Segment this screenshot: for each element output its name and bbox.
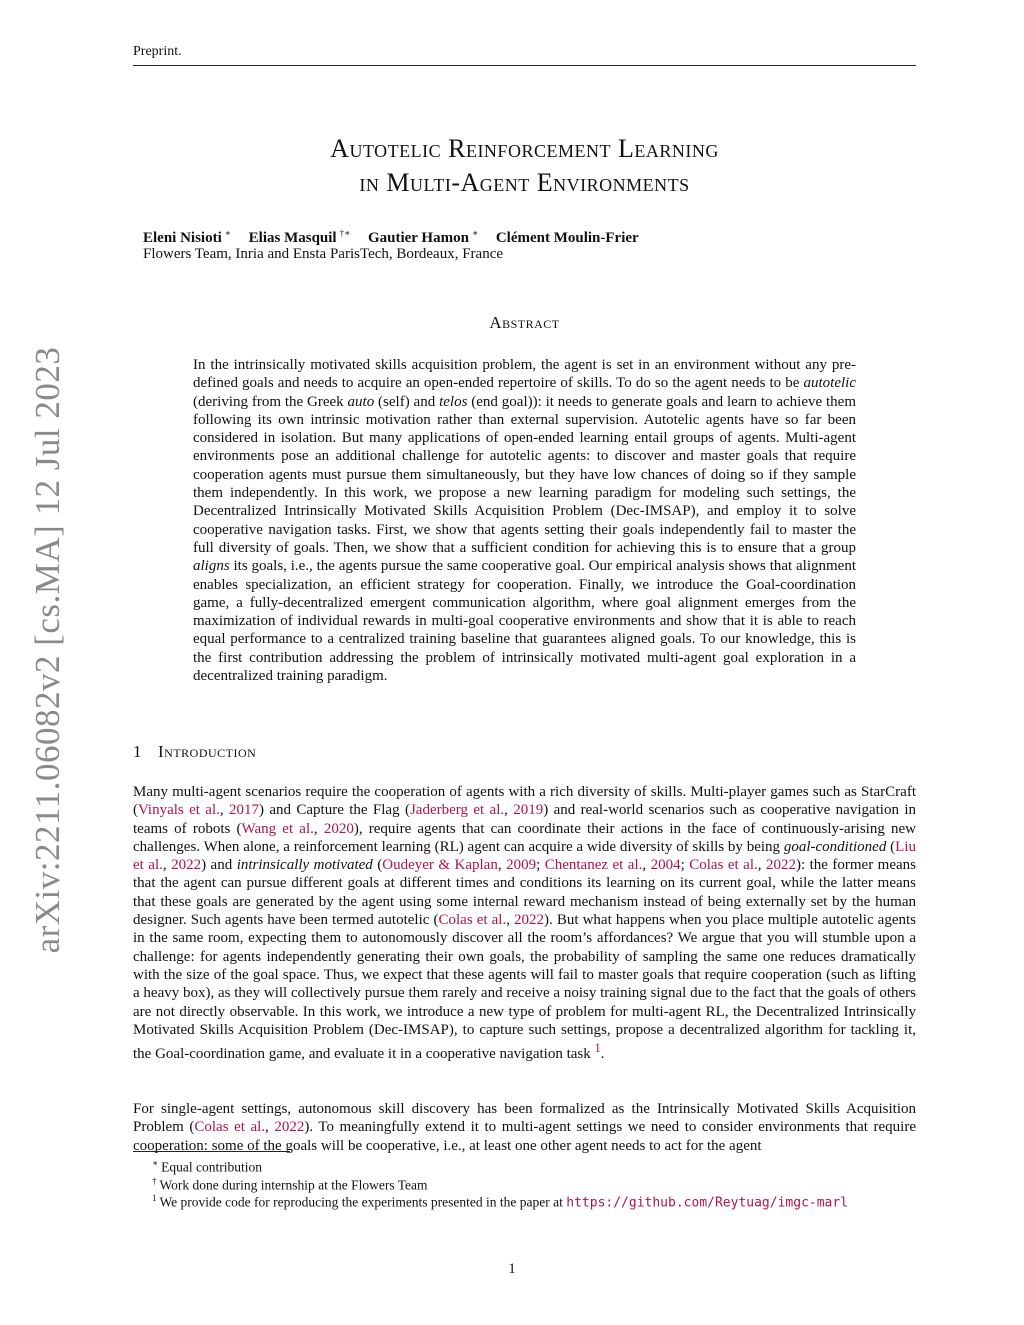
body-text: ): the former means that the agent can pursue different goals at different times and conditions its learning on its current goal, while the latter means that these goals are generated by the agent using some internal reward mechanism instead of being externally set by the human designer. Such agents have been termed autotelic ( [133,857,916,929]
footnote-code [152,1190,916,1212]
citation-link[interactable] [545,857,643,873]
body-text: , [265,1119,275,1136]
abstract-text: (end goal)): it needs to generate goals and learn to achieve them following its own intrinsic motivation rather than external supervision. Autotelic agents have so far been considered in isolation. But many applications of open-ended learning entail groups of agents. Multi-agent environments pose an additional challenge for autotelic agents: to discover and master goals that require cooperation agents must pursue them simultaneously, but they have low chances of doing so if they sample them independently. In this work, we propose a new learning paradigm for modeling such settings, the Decentralized Intrinsically Motivated Skills Acquisition Problem (Dec-IMSAP), and employ it to solve cooperative navigation tasks. First, we show that agents setting their goals independently fail to master the full diversity of goals. Then, we show that a sufficient condition for achieving this is to ensure that a group [193,393,857,556]
citation-year: 2017 [229,802,260,819]
body-text: ) and real-world scenarios such as cooperative navigation in teams of robots ( [133,802,917,837]
body-text: , [162,857,172,874]
footnote-mark: † [152,1176,157,1186]
citation-link[interactable] [382,857,498,873]
citation-link[interactable] [194,1119,265,1135]
author-mark: ∗ [224,228,231,238]
footnote-text: Work done during internship at the Flowers Team [159,1177,428,1193]
footnote-mark: 1 [152,1193,157,1203]
abstract-text: its goals, i.e., the agents pursue the same cooperative goal. Our empirical analysis shows that alignment enables specialization, an efficient strategy for cooperation. Finally, we introduce the Goal-coordination game, a fully-decentralized emergent communication algorithm, where goal alignment emerges from the maximization of individual rewards in multi-goal cooperative environments and show that it is able to reach equal performance to a centralized training baseline that guarantees aligned goals. To our knowledge, this is the first contribution addressing the problem of intrinsically motivated multi-agent goal exploration in a decentralized training paradigm. [193,558,856,685]
body-text: ). To meaningfully extend it to multi-agent settings we need to consider environments that require cooperation: some of the goals will be cooperative, i.e., at least one other agent needs to act for the agent [133,1119,916,1154]
body-text: ( [886,838,896,855]
author-name: Clément Moulin-Frier [495,230,639,246]
title-line-1: Autotelic Reinforcement Learning [330,134,719,163]
body-text: ; [536,857,545,874]
intro-paragraph-1 [133,783,916,1063]
abstract-text: (deriving from the Greek [193,393,348,410]
body-text: , [219,802,230,819]
body-text: , [504,802,514,819]
citation-link[interactable] [229,802,259,818]
intro-paragraph-2 [133,1100,916,1155]
author-mark: †∗ [339,228,351,238]
author-name: Elias Masquil [248,230,337,246]
citation-author: Wang et al. [241,820,314,837]
citation-author: Jaderberg et al. [409,802,505,819]
body-text: ; [680,857,690,874]
citation-year: 2022 [514,912,545,929]
citation-author: Colas et al. [689,857,758,874]
footnote-rule [133,1151,290,1152]
body-text: Many multi-agent scenarios require the cooperation of agents with a rich diversity of skills. Multi-player games such as StarCraft ( [133,784,916,819]
header-rule [133,65,916,66]
footnote-ref-link[interactable]: 1 [594,1041,601,1056]
abstract-emphasis: autotelic [803,375,856,392]
body-text: ( [372,857,383,874]
body-text: . [600,1046,605,1063]
citation-author: Chentanez et al. [544,857,643,874]
affiliation: Flowers Team, Inria and Ensta ParisTech, Bordeaux, France [143,246,504,262]
author-name: Eleni Nisioti [143,230,222,246]
body-text: , [506,912,515,929]
citation-link[interactable] [274,1119,304,1135]
abstract-heading: Abstract [489,313,560,332]
citation-year: 2022 [765,857,796,874]
abstract-emphasis: telos [439,393,468,410]
abstract-text: In the intrinsically motivated skills acquisition problem, the agent is set in an environment without any pre-defined goals and needs to acquire an open-ended repertoire of skills. To do so the agent needs to be [193,357,856,392]
body-text: , [313,820,324,837]
code-url-link[interactable]: https://github.com/Reytuag/imgc-marl [566,1195,849,1211]
section-heading [133,742,256,762]
abstract-text: (self) and [374,393,440,410]
footnote-mark: ∗ [152,1158,159,1168]
citation-year: 2004 [650,857,681,874]
citation-year: 2019 [513,802,544,819]
citation-link[interactable] [324,821,354,837]
author-name: Gautier Hamon [367,230,469,246]
body-text: ) and [201,857,237,874]
citation-author: Colas et al. [438,912,507,929]
citation-year: 2022 [171,857,202,874]
citation-author: Liu et al. [133,838,916,874]
citation-link[interactable] [138,802,220,818]
abstract-emphasis: aligns [193,558,230,575]
body-text: ), require agents that can coordinate their actions in the face of continuously-arising new challenges. When alone, a reinforcement learning (RL) agent can acquire a wide diversity of skills by being [133,820,917,855]
running-header: Preprint. [133,44,182,59]
citation-link[interactable] [514,912,544,928]
citation-link[interactable] [513,802,543,818]
citation-link[interactable] [651,857,681,873]
footnote-text: Equal contribution [161,1159,262,1175]
author-list [143,228,656,247]
body-text: ) and Capture the Flag ( [259,802,410,819]
footnote-text: We provide code for reproducing the experiments presented in the paper at [159,1194,567,1210]
paper-title [133,132,916,200]
body-text: ). But what happens when you place multiple autotelic agents in the same room, expecting them to autonomously discover all the room’s affordances? We argue that you will stumble upon a challenge: for agents independently generating their own goals, the probability of sampling the same one reduces dramatically with the size of the goal space. Thus, we expect that these agents will fail to master goals that require cooperation (such as lifting a heavy box), as they will collectively pursue them rarely and receive a noisy training signal due to the fact that the goals of others are not directly observable. In this work, we introduce a new type of problem for multi-agent RL, the Decentralized Intrinsically Motivated Skills Acquisition Problem (Dec-IMSAP), to capture such settings, propose a decentralized algorithm for tackling it, the Goal-coordination game, and evaluate it in a cooperative navigation task [133,912,916,1063]
body-text: , [757,857,766,874]
citation-link[interactable] [506,857,536,873]
citation-author: Vinyals et al. [138,802,220,819]
citation-year: 2020 [323,820,354,837]
body-text: , [642,857,651,874]
author-mark: ∗ [471,228,479,238]
body-text: For single-agent settings, autonomous skill discovery has been formalized as the Intrinsically Motivated Skills Acquisition Problem ( [133,1101,916,1136]
emphasis-text: intrinsically motivated [236,857,373,874]
abstract-emphasis: auto [347,393,375,410]
emphasis-text: goal-conditioned [783,838,887,855]
section-title: Introduction [158,742,257,761]
citation-link[interactable] [242,821,314,837]
citation-author: Colas et al. [194,1119,266,1136]
citation-link[interactable] [438,912,506,928]
citation-link[interactable] [689,857,758,873]
arxiv-stamp-text: arXiv:2211.06082v2 [cs.MA] 12 Jul 2023 [28,346,67,954]
title-line-2: in Multi-Agent Environments [359,168,690,197]
citation-author: Oudeyer & Kaplan [382,857,498,874]
abstract-body [193,356,856,685]
citation-year: 2009 [506,857,537,874]
page-number: 1 [508,1261,516,1277]
citation-year: 2022 [274,1119,305,1136]
citation-link[interactable] [171,857,201,873]
citation-link[interactable] [766,857,796,873]
body-text: , [497,857,507,874]
citation-link[interactable] [410,802,504,818]
section-number: 1 [133,742,142,761]
